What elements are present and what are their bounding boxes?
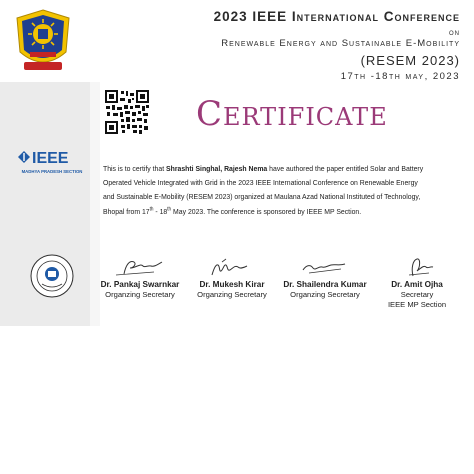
signatory-2-name: Dr. Mukesh Kirar <box>199 280 265 289</box>
signature-4-icon <box>387 256 447 278</box>
date-sup-1: th <box>149 206 154 213</box>
signatory-1 <box>96 256 184 300</box>
signatory-4 <box>378 256 456 310</box>
signatory-1-role: Organzing Secretary <box>105 290 175 299</box>
author-names: Shrashti Singhal, Rajesh Nema <box>166 164 268 173</box>
ieee-logo-subtext: MADHYA PRADESH SECTION <box>21 169 83 174</box>
signature-1-icon <box>110 256 170 278</box>
signature-3-icon <box>295 256 355 278</box>
conference-on: on <box>449 27 460 37</box>
signatory-4-role-2: IEEE MP Section <box>387 300 447 309</box>
signature-2-icon <box>202 256 262 278</box>
signatory-1-name: Dr. Pankaj Swarnkar <box>100 280 180 289</box>
certificate-body <box>103 162 427 219</box>
signatory-3 <box>280 256 370 300</box>
conference-header <box>214 9 460 83</box>
conference-dates: 17th -18th may, 2023 <box>340 71 460 82</box>
body-end: May 2023. The conference is sponsored by IEEE MP Section. <box>171 206 362 216</box>
signatory-2-role: Organzing Secretary <box>197 290 267 299</box>
body-intro: This is to certify that <box>103 164 167 173</box>
ieee-mp-section-logo-icon <box>16 148 88 176</box>
body-mid: have authored the paper entitled Solar and Battery Operated Vehicle Integrated with Grid in the 2023 IEEE International Conference on Renewable Energy and Sustainable E-Mobility (RESEM 2023) organized at Maulana Azad National Instituted of Technology, Bhopal from 17 <box>103 164 424 216</box>
signatory-3-name: Dr. Shailendra Kumar <box>283 280 367 289</box>
signatory-3-role: Organzing Secretary <box>290 290 360 299</box>
society-seal-icon <box>30 254 74 298</box>
date-sup-2: th <box>167 206 172 213</box>
signatory-4-role: Secretary <box>400 290 434 299</box>
signatory-4-name: Dr. Amit Ojha <box>391 280 443 289</box>
conference-acronym: (RESEM 2023) <box>360 53 460 68</box>
conference-title: 2023 IEEE International Conference <box>213 9 460 24</box>
ieee-logo-text: IEEE <box>32 150 69 167</box>
qr-code-icon <box>104 89 150 135</box>
signatory-2 <box>190 256 274 300</box>
conference-subtitle: Renewable Energy and Sustainable E-Mobility <box>221 38 460 49</box>
institute-logo-icon <box>14 8 72 74</box>
certificate-title: Certificate <box>196 94 388 134</box>
date-dash: - 18 <box>153 206 168 216</box>
